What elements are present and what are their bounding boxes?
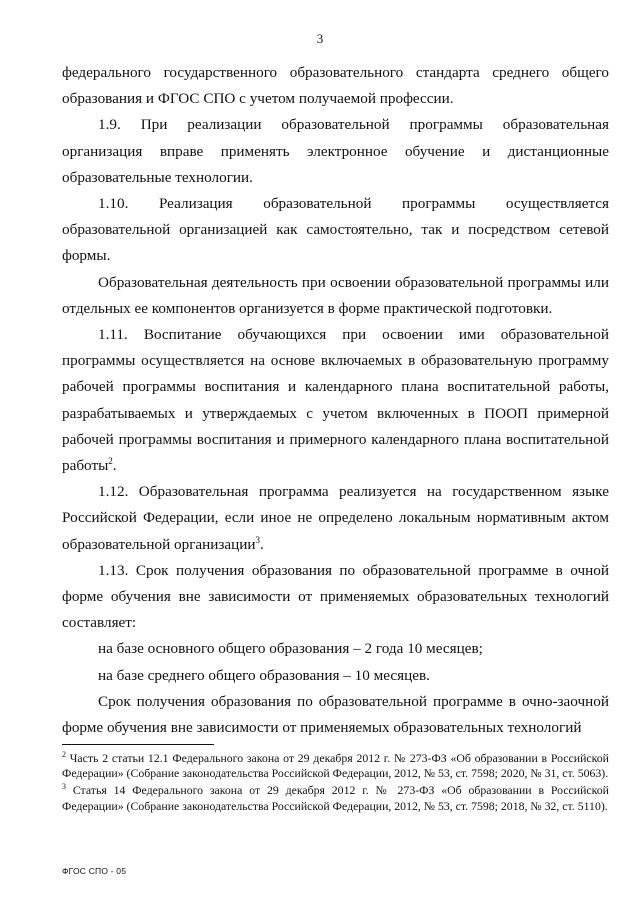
list-item [62,663,609,689]
footnote-ref-3: 3 [255,534,261,545]
footnote-ref-2: 2 [108,455,113,466]
footnote-mark: 2 [62,750,66,760]
paragraph-continuation [62,60,609,112]
footnotes [62,751,609,816]
paragraph-text: Образовательная деятельность при освоении образовательной программы или отдельных ее компонентов организуется в форме практической подготовки. [62,273,609,317]
page-number: 3 [316,31,324,46]
paragraph-practical-training [62,270,609,322]
paragraph-1-12 [62,479,609,558]
paragraph-end: . [260,535,264,553]
paragraph-1-9 [62,112,609,191]
footnote-divider [62,744,214,745]
footnote-text: Статья 14 Федерального закона от 29 декабря 2012 г. № 273-ФЗ «Об образовании в Российской Федерации» (Собрание законодательства Российской Федерации, 2012, № 53, ст. 7598; 2018, № 32, ст. 5110). [62,783,609,813]
paragraph-text: 1.12. Образовательная программа реализуется на государственном языке Российской Федерации, если иное не определено локальным нормативным актом образовательной организации [62,483,609,553]
list-item-text: на базе основного общего образования – 2 года 10 месяцев; [98,640,483,658]
footnote-2 [62,751,609,781]
paragraph-1-10 [62,191,609,270]
paragraph-end: . [112,457,117,475]
paragraph-1-13 [62,558,609,637]
paragraph-1-11 [62,322,609,479]
list-item-text: на базе среднего общего образования – 10 месяцев. [98,666,430,684]
paragraph-text: федерального государственного образовательного стандарта среднего общего образования и ФГОС СПО с учетом получаемой профессии. [62,64,609,108]
footnote-text: Часть 2 статьи 12.1 Федерального закона от 29 декабря 2012 г. № 273-ФЗ «Об образовании в Российской Федерации» (Собрание законодательства Российской Федерации, 2012, № 53, ст. 7598; 2020, № 31, ст. 5063). [62,751,609,781]
footnote-3 [62,783,609,813]
footnote-mark: 3 [62,782,66,792]
paragraph-text: 1.11. Воспитание обучающихся при освоении ими образовательной программы осуществляется на основе включаемых в образовательную программу рабочей программы воспитания и календарного плана воспитательной работы, разрабатываемых и утверждаемых с учетом включенных в ПООП примерной рабочей программы воспитания и примерного календарного плана воспитательной работы [62,326,609,475]
paragraph-text: Срок получения образования по образовательной программе в очно-заочной форме обучения вне зависимости от применяемых образовательных технологий [62,692,609,737]
list-item [62,636,609,662]
paragraph-text: 1.13. Срок получения образования по образовательной программе в очной форме обучения вне зависимости от применяемых образовательных технологий составляет: [62,561,609,632]
document-body [62,60,609,741]
paragraph-part-time [62,689,609,741]
paragraph-text: 1.10. Реализация образовательной программы осуществляется образовательной организацией как самостоятельно, так и посредством сетевой формы. [62,195,609,265]
paragraph-text: 1.9. При реализации образовательной программы образовательная организация вправе применять электронное обучение и дистанционные образовательные технологии. [62,116,609,186]
document-footer-code: ФГОС СПО - 05 [62,866,127,876]
